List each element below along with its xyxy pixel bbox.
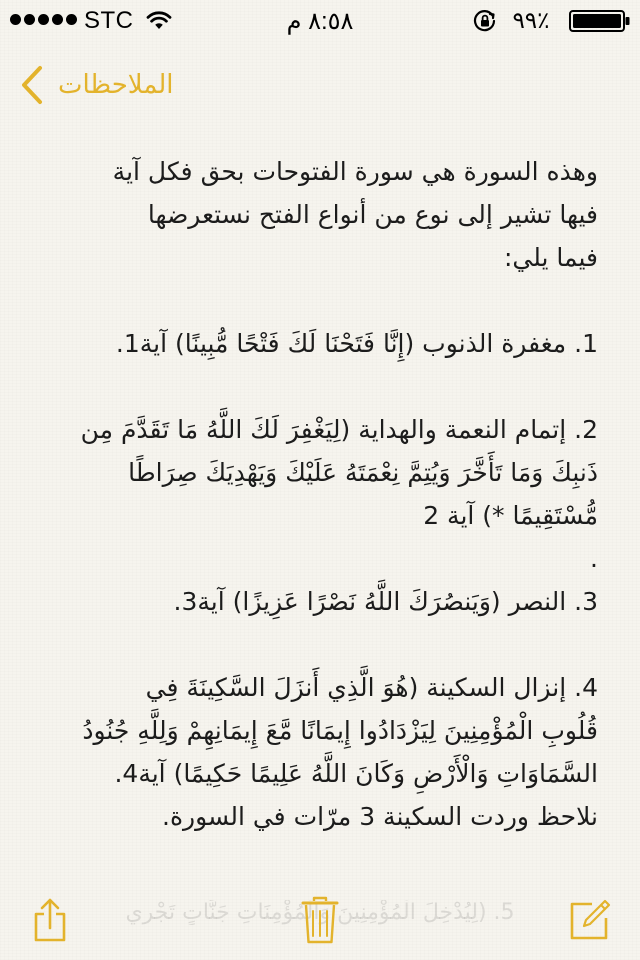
chevron-left-icon — [20, 65, 44, 105]
battery-percent: ٪٩٩ — [512, 7, 550, 33]
compose-icon — [568, 898, 612, 942]
note-line: فيها تشير إلى نوع من أنواع الفتح نستعرضها — [147, 200, 598, 229]
note-line: 3. النصر (وَيَنصُرَكَ اللَّهُ نَصْرًا عَزِيزًا) آية3. — [173, 587, 598, 616]
note-line: نلاحظ وردت السكينة 3 مرّات في السورة. — [162, 802, 598, 831]
note-blank-line — [22, 365, 598, 408]
note-line: . — [590, 544, 598, 573]
status-bar — [0, 0, 640, 40]
note-line: ذَنبِكَ وَمَا تَأَخَّرَ وَيُتِمَّ نِعْمَتَهُ عَلَيْكَ وَيَهْدِيَكَ صِرَاطًا — [128, 458, 598, 487]
share-icon — [32, 896, 68, 944]
carrier-name: STC — [84, 7, 134, 34]
back-button-label: الملاحظات — [58, 70, 174, 100]
note-line: مُّسْتَقِيمًا *) آية 2 — [423, 501, 598, 530]
note-line: قُلُوبِ الْمُؤْمِنِينَ لِيَزْدَادُوا إِيمَانًا مَّعَ إِيمَانِهِمْ وَلِلَّهِ جُنُودُ — [82, 716, 598, 745]
orientation-lock-icon — [473, 9, 497, 33]
note-blank-line — [22, 279, 598, 322]
note-line: 1. مغفرة الذنوب (إِنَّا فَتَحْنَا لَكَ فَتْحًا مُّبِينًا) آية1. — [115, 329, 598, 358]
battery-icon — [569, 10, 631, 32]
trash-icon — [300, 895, 340, 945]
note-line: 2. إتمام النعمة والهداية (لِيَغْفِرَ لَكَ اللَّهُ مَا تَقَدَّمَ مِن — [80, 415, 598, 444]
faded-text-under-toolbar: 5. (لِيُدْخِلَ الْمُؤْمِنِينَ وَالْمُؤْمِنَاتِ جَنَّاتٍ تَجْرِي — [125, 900, 515, 925]
status-time: ٨:٥٨ م — [286, 8, 354, 35]
bottom-toolbar — [0, 880, 640, 960]
note-line: السَّمَاوَاتِ وَالْأَرْضِ وَكَانَ اللَّهُ عَلِيمًا حَكِيمًا) آية4. — [114, 759, 598, 788]
back-button[interactable] — [20, 62, 174, 108]
note-line: وهذه السورة هي سورة الفتوحات بحق فكل آية — [112, 157, 598, 186]
note-line: فيما يلي: — [503, 243, 598, 272]
note-blank-line — [22, 623, 598, 666]
delete-button[interactable] — [292, 892, 348, 948]
compose-button[interactable] — [562, 892, 618, 948]
share-button[interactable] — [22, 892, 78, 948]
note-line: 4. إنزال السكينة (هُوَ الَّذِي أَنزَلَ السَّكِينَةَ فِي — [145, 673, 598, 702]
note-text-area[interactable] — [22, 150, 598, 860]
